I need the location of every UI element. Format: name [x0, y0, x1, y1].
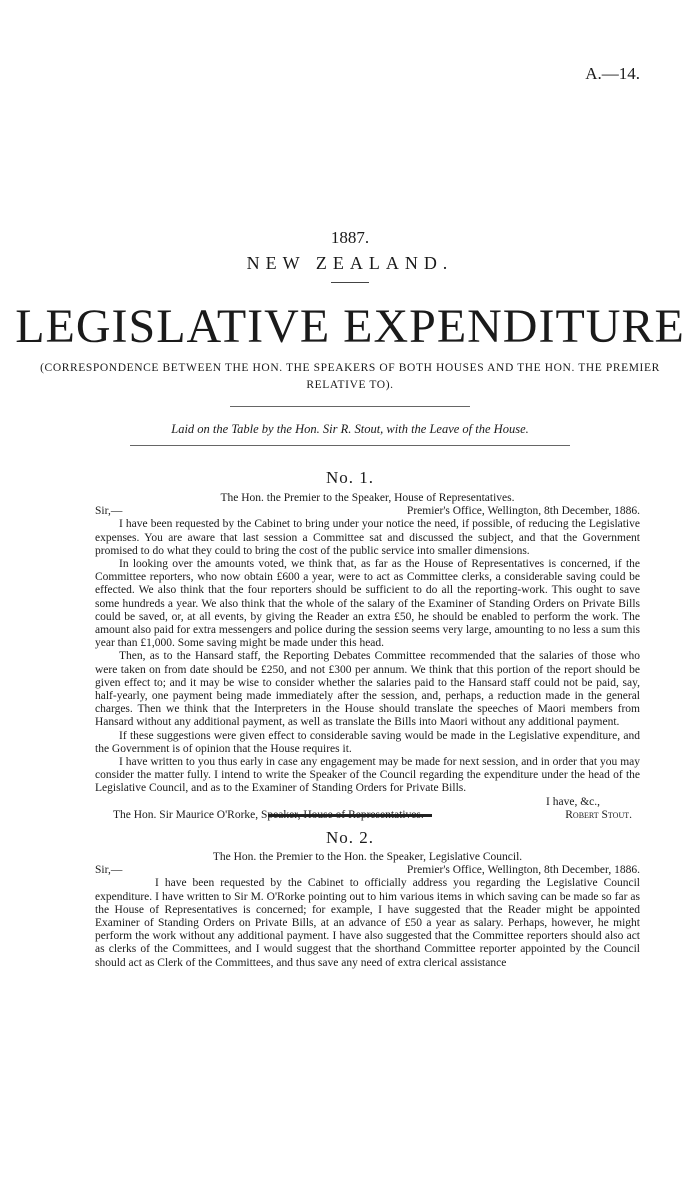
- letter-2: [95, 851, 640, 970]
- divider: [331, 282, 369, 283]
- paragraph: In looking over the amounts voted, we think that, as far as the House of Representatives is concerned, if the Committee reporters, who now obtain £600 a year, were to act as Committee clerks, a considerable saving could be effected. We also think that the four reporters should be sufficient to do all the reporting-work. This ought to save some hundreds a year. We also think that the whole of the salary of the Examiner of Standing Orders on Private Bills could be saved, or, at all events, by giving the Reader an extra £50, he should be enabled to perform the work. The amount also paid for extra messengers and police during the session seems very large, amounting to no less a sum this year than £1,000. Some saving might be made under this head.: [95, 558, 640, 650]
- sign-off: I have, &c.,: [546, 795, 600, 808]
- dateline: Premier's Office, Wellington, 8th December, 1886.: [406, 505, 640, 518]
- document-subtitle: (CORRESPONDENCE BETWEEN THE HON. THE SPEAKERS OF BOTH HOUSES AND THE HON. THE PREMIER RELATIVE TO).: [40, 362, 660, 391]
- year: 1887.: [330, 228, 370, 247]
- salutation: Sir,—: [95, 864, 123, 877]
- addressee: The Hon. Sir Maurice O'Rorke, Speaker, House of Representatives.: [113, 808, 424, 821]
- paragraph: Then, as to the Hansard staff, the Reporting Debates Committee recommended that the salaries of those who were taken on from date should be £250, and not £300 per annum. We think that this portion of the report should be given effect to; and it may be wise to consider whether the salaries paid to the Hansard staff could not be paid, say, half-yearly, one payment being made immediately after the session, and, perhaps, a reduction made in the general charges. Then we think that the Interpreters in the House should translate the speeches of Maori members from Hansard without any additional payment, as well as translate the Bills into Maori without any additional payment.: [95, 650, 640, 729]
- laid-on-table-note: Laid on the Table by the Hon. Sir R. Stout, with the Leave of the House.: [171, 422, 529, 436]
- salutation: Sir,—: [95, 505, 123, 518]
- letter-heading: The Hon. the Premier to the Hon. the Speaker, Legislative Council.: [212, 851, 523, 863]
- dateline: Premier's Office, Wellington, 8th December, 1886.: [406, 864, 640, 877]
- divider: [130, 445, 570, 446]
- paragraph: I have been requested by the Cabinet to bring under your notice the need, if possible, of reducing the Legislative expenses. You are aware that last session a Committee sat and discussed the subject, and that the Government promised to do what they could to bring the cost of the public service into smaller dimensions.: [95, 518, 640, 557]
- letter-1: [95, 492, 640, 822]
- document-title: LEGISLATIVE EXPENDITURE: [15, 300, 685, 353]
- letter-header-row: [95, 864, 640, 877]
- paragraph: If these suggestions were given effect to considerable saving would be made in the Legislative expenditure, and the Government is of opinion that the House requires it.: [95, 729, 640, 755]
- divider: [230, 406, 470, 407]
- page-reference: A.—14.: [585, 64, 640, 83]
- section-divider: [268, 814, 432, 817]
- paragraph: I have been requested by the Cabinet to officially address you regarding the Legislative Council expenditure. I have written to Sir M. O'Rorke pointing out to him various items in which saving can be made so far as the House of Representatives is concerned; for example, I have suggested that the Reader might be appointed Examiner of Standing Orders on Private Bills, at an advance of £50 a year as salary. Perhaps, however, he might perform the work without any additional payment. I have also suggested that the Committee reporters should also act as clerks of the Committees, and I would suggest that the shorthand Committee reporter appointed by the Council should act as Clerk of the Committees, and thus save any need of extra clerical assistance: [95, 877, 640, 969]
- paragraph: I have written to you thus early in case any engagement may be made for next session, and in order that you may consider the matter fully. I intend to write the Speaker of the Council regarding the expenditure under the head of the Legislative Council, and as to the Examiner of Standing Orders for Private Bills.: [95, 756, 640, 795]
- letter-heading: The Hon. the Premier to the Speaker, House of Representatives.: [220, 492, 515, 504]
- country: NEW ZEALAND.: [246, 253, 454, 273]
- letter-header-row: [95, 505, 640, 518]
- letter-number: No. 1.: [325, 468, 375, 487]
- letter-number: No. 2.: [325, 828, 375, 847]
- signature: Robert Stout.: [565, 808, 632, 821]
